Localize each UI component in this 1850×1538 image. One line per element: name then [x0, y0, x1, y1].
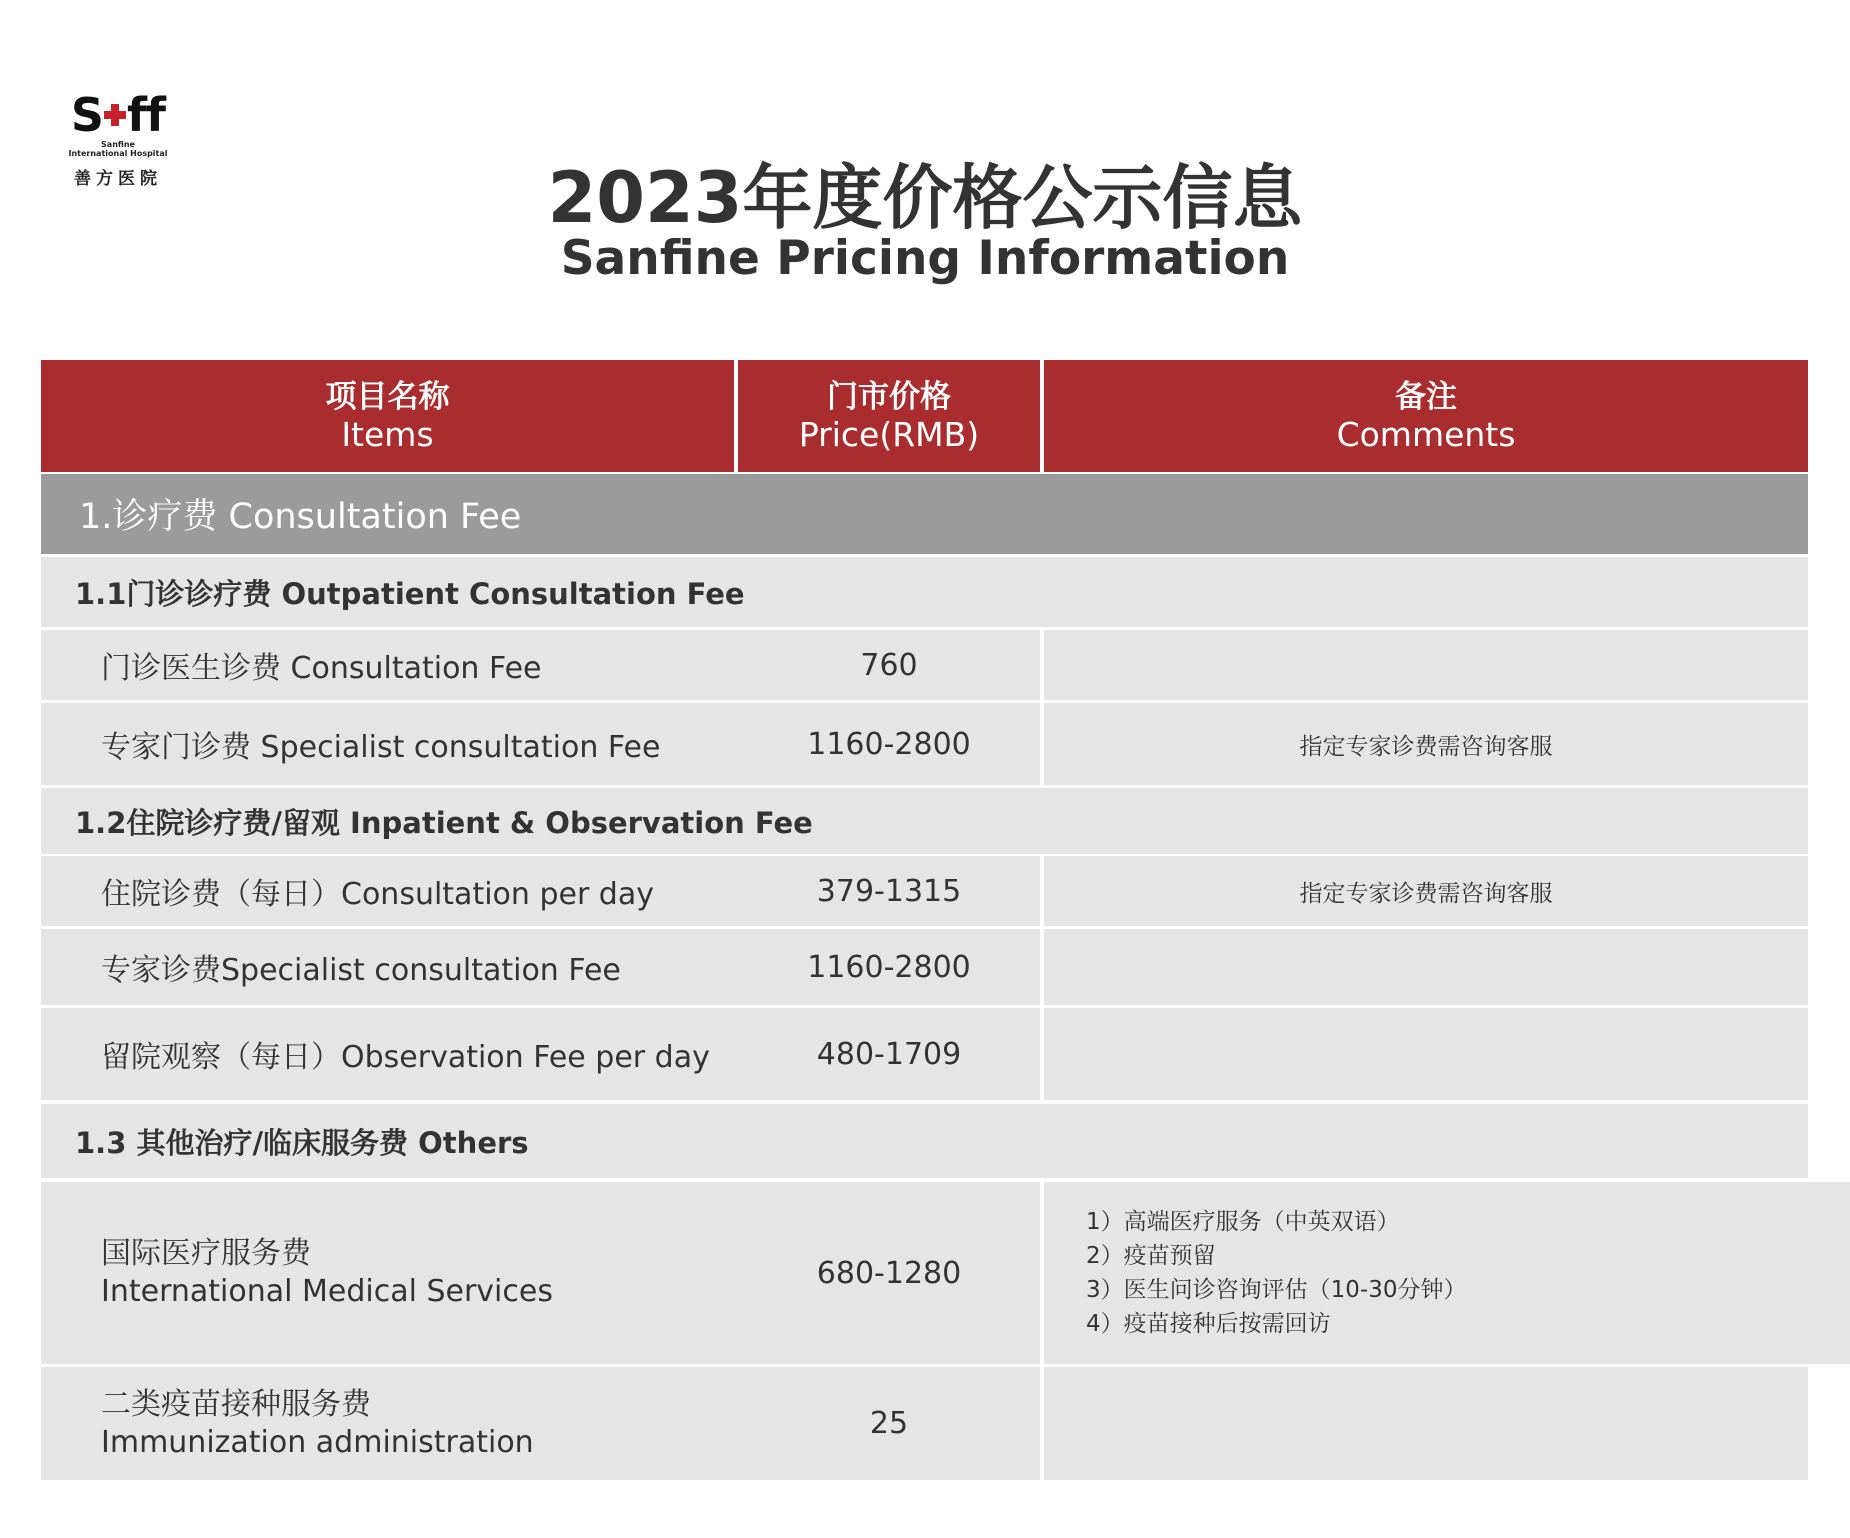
table-row-item: 住院诊费（每日）Consultation per day	[41, 856, 794, 926]
table-row-comment	[1044, 630, 1808, 700]
subsection-others	[41, 1104, 1808, 1178]
red-cross-icon	[104, 104, 126, 126]
comment-line: 2）疫苗预留	[1086, 1243, 1216, 1269]
table-row-comment: 指定专家诊费需咨询客服	[1044, 856, 1808, 926]
table-row-comment: 指定专家诊费需咨询客服	[1044, 703, 1808, 785]
table-row-price: 379-1315	[738, 856, 1040, 926]
comment-line: 4）疫苗接种后按需回访	[1086, 1311, 1331, 1337]
header-comments	[1044, 360, 1808, 472]
section-consultation-fee	[41, 474, 1808, 554]
table-row-comment	[1044, 929, 1808, 1005]
header-comments-cn: 备注	[1395, 379, 1457, 415]
header-price	[738, 360, 1040, 472]
item-name-cn: 国际医疗服务费	[101, 1236, 311, 1271]
header-items	[41, 360, 734, 472]
table-row-item: 留院观察（每日）Observation Fee per day	[41, 1008, 794, 1100]
subsection-title: 1.1门诊诊疗费 Outpatient Consultation Fee	[75, 576, 745, 611]
item-name-cn: 二类疫苗接种服务费	[101, 1386, 371, 1422]
header-price-en: Price(RMB)	[798, 415, 980, 454]
table-row-comment	[1044, 1008, 1808, 1100]
page-title-en: Sanfine Pricing Information	[560, 231, 1290, 286]
header-items-cn: 项目名称	[325, 379, 450, 415]
item-name-en: Immunization administration	[101, 1424, 534, 1460]
header-comments-en: Comments	[1336, 415, 1516, 454]
comment-line: 3）医生问诊咨询评估（10-30分钟）	[1086, 1277, 1467, 1303]
subsection-inpatient	[41, 788, 1808, 854]
table-row-price: 1160-2800	[738, 929, 1040, 1005]
subsection-outpatient	[41, 557, 1808, 627]
table-row-price: 760	[738, 630, 1040, 700]
table-row-price: 680-1280	[738, 1182, 1040, 1364]
table-row-item	[41, 1367, 794, 1480]
table-row-item: 专家门诊费 Specialist consultation Fee	[41, 703, 794, 785]
table-row-item	[41, 1182, 794, 1364]
logo-mark: S ff	[70, 88, 166, 142]
subsection-title: 1.3 其他治疗/临床服务费 Others	[75, 1125, 529, 1160]
section-title: 1.诊疗费 Consultation Fee	[79, 497, 522, 537]
table-row-price: 480-1709	[738, 1008, 1040, 1100]
table-row-price: 25	[738, 1367, 1040, 1480]
table-row-comment	[1044, 1182, 1850, 1364]
logo-name-en-2: International Hospital	[68, 149, 168, 158]
logo-name-cn: 善方医院	[74, 169, 162, 189]
logo-name-en-1: Sanfine	[101, 140, 135, 149]
item-name-en: International Medical Services	[101, 1274, 553, 1309]
table-row-price: 1160-2800	[738, 703, 1040, 785]
header-items-en: Items	[341, 415, 434, 454]
table-row-item: 门诊医生诊费 Consultation Fee	[41, 630, 794, 700]
page-title-cn: 2023年度价格公示信息	[547, 157, 1303, 239]
comment-line: 1）高端医疗服务（中英双语）	[1086, 1209, 1400, 1235]
table-row-comment	[1044, 1367, 1808, 1480]
table-row-item: 专家诊费Specialist consultation Fee	[41, 929, 794, 1005]
header-price-cn: 门市价格	[827, 379, 951, 415]
subsection-title: 1.2住院诊疗费/留观 Inpatient & Observation Fee	[75, 805, 813, 840]
